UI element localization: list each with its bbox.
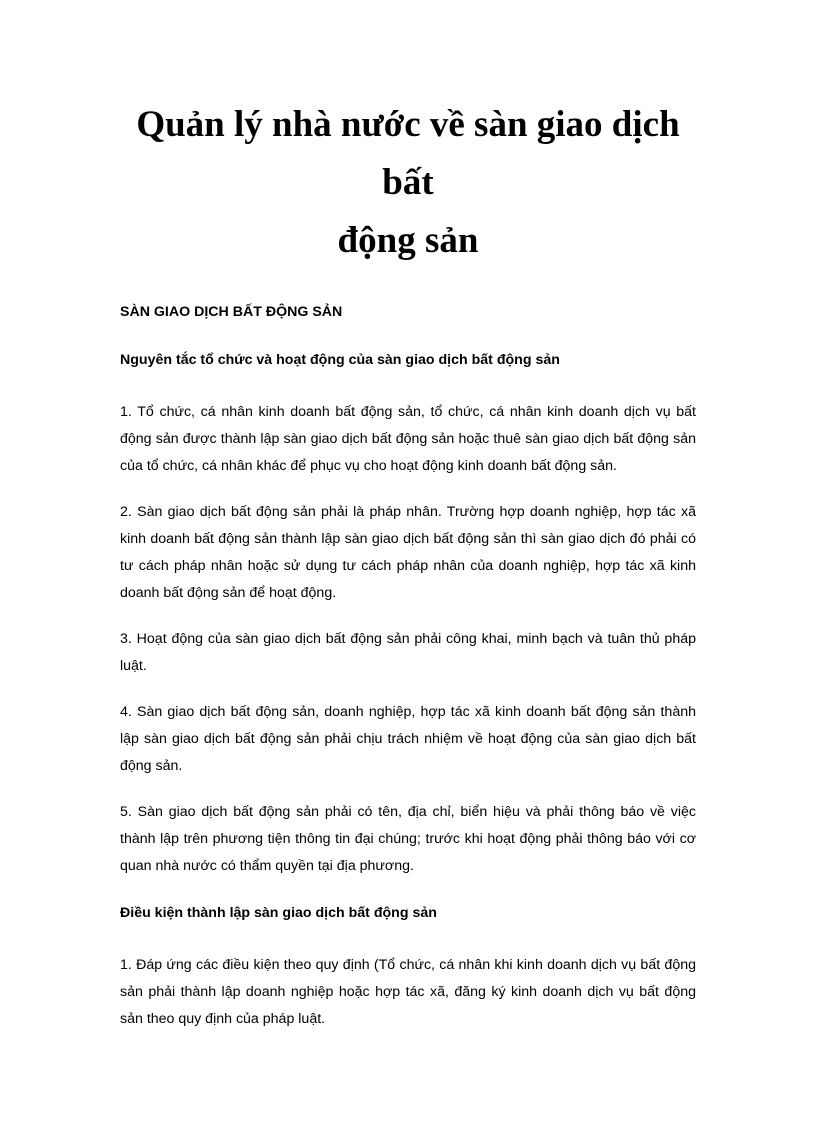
document-title-line-2: động sản — [337, 220, 479, 261]
document-title — [120, 96, 696, 270]
condition-paragraph-1: 1. Đáp ứng các điều kiện theo quy định (Tổ chức, cá nhân khi kinh doanh dịch vụ bất động sản phải thành lập doanh nghiệp hoặc hợp tác xã, đăng ký kinh doanh dịch vụ bất động sản theo quy định của pháp luật. — [120, 957, 696, 1027]
subheading-principles: Nguyên tắc tổ chức và hoạt động của sàn giao dịch bất động sản — [120, 352, 560, 368]
subheading-conditions: Điều kiện thành lập sàn giao dịch bất động sản — [120, 905, 437, 921]
document-title-line-1: Quản lý nhà nước về sàn giao dịch bất — [136, 104, 680, 203]
document-page — [120, 96, 696, 1033]
principle-paragraph-2: 2. Sàn giao dịch bất động sản phải là pháp nhân. Trường hợp doanh nghiệp, hợp tác xã kinh doanh bất động sản thành lập sàn giao dịch bất động sản thì sàn giao dịch đó phải có tư cách pháp nhân hoặc sử dụng tư cách pháp nhân của doanh nghiệp, hợp tác xã kinh doanh bất động sản để hoạt động. — [120, 504, 696, 601]
principle-paragraph-4: 4. Sàn giao dịch bất động sản, doanh nghiệp, hợp tác xã kinh doanh bất động sản thành lập sàn giao dịch bất động sản phải chịu trách nhiệm về hoạt động của sàn giao dịch bất động sản. — [120, 704, 696, 774]
principle-paragraph-1: 1. Tổ chức, cá nhân kinh doanh bất động sản, tổ chức, cá nhân kinh doanh dịch vụ bất động sản được thành lập sàn giao dịch bất động sản hoặc thuê sàn giao dịch bất động sản của tổ chức, cá nhân khác để phục vụ cho hoạt động kinh doanh bất động sản. — [120, 404, 696, 474]
principle-paragraph-5: 5. Sàn giao dịch bất động sản phải có tên, địa chỉ, biển hiệu và phải thông báo về việc thành lập trên phương tiện thông tin đại chúng; trước khi hoạt động phải thông báo với cơ quan nhà nước có thẩm quyền tại địa phương. — [120, 804, 696, 874]
principle-paragraph-3: 3. Hoạt động của sàn giao dịch bất động sản phải công khai, minh bạch và tuân thủ pháp luật. — [120, 631, 696, 674]
section-heading: SÀN GIAO DỊCH BẤT ĐỘNG SẢN — [120, 304, 343, 320]
